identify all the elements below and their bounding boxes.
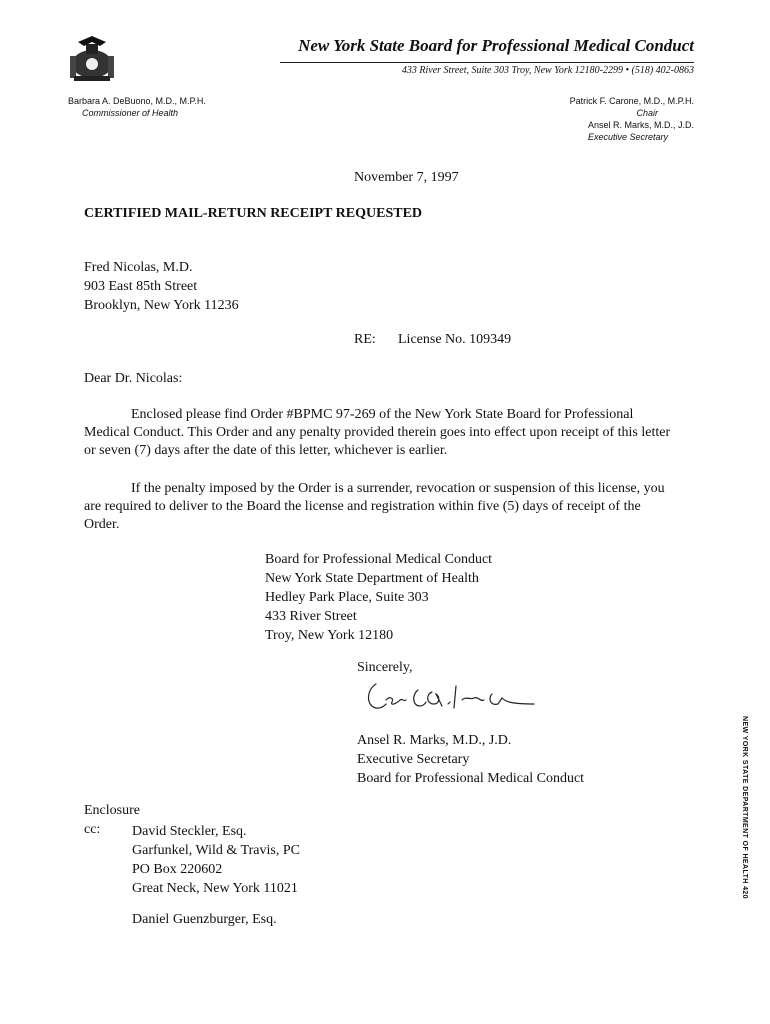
recipient-line: Fred Nicolas, M.D. — [84, 260, 193, 275]
board-address-line-item: Troy, New York 12180 — [265, 628, 394, 643]
board-address-line-item: Hedley Park Place, Suite 303 — [265, 590, 429, 605]
board-name-heading: New York State Board for Professional Medical Conduct — [298, 36, 694, 55]
board-address-line-item: New York State Department of Health — [265, 571, 479, 586]
cc-recipient-secondary: Daniel Guenzburger, Esq. — [132, 912, 277, 927]
cc-line: Garfunkel, Wild & Travis, PC — [132, 843, 300, 858]
handwritten-signature — [362, 676, 544, 716]
re-label: RE: — [354, 332, 376, 347]
board-address-line-item: 433 River Street — [265, 609, 357, 624]
license-number: License No. 109349 — [398, 332, 512, 347]
salutation: Dear Dr. Nicolas: — [84, 371, 183, 386]
board-mailing-address — [265, 550, 492, 645]
cc-line: David Steckler, Esq. — [132, 824, 247, 839]
commissioner-block — [68, 95, 206, 119]
letterhead-rule — [280, 62, 694, 63]
enclosure-note: Enclosure — [84, 803, 140, 818]
state-seal-logo — [64, 34, 120, 84]
certified-mail-line: CERTIFIED MAIL-RETURN RECEIPT REQUESTED — [84, 206, 423, 221]
letter-date: November 7, 1997 — [354, 170, 459, 185]
commissioner-name: Barbara A. DeBuono, M.D., M.P.H. — [68, 96, 206, 106]
board-address-line: 433 River Street, Suite 303 Troy, New York 12180-2299 • (518) 402-0863 — [401, 65, 694, 76]
department-side-stamp: NEW YORK STATE DEPARTMENT OF HEALTH 420 — [741, 716, 748, 899]
officers-block — [520, 95, 694, 143]
recipient-line: 903 East 85th Street — [84, 279, 198, 294]
commissioner-title: Commissioner of Health — [82, 108, 179, 118]
cc-line: Great Neck, New York 11021 — [132, 881, 298, 896]
closing: Sincerely, — [357, 660, 413, 675]
recipient-address — [84, 258, 239, 315]
board-address-line-item: Board for Professional Medical Conduct — [265, 552, 493, 567]
signer-title: Executive Secretary — [357, 752, 470, 767]
chair-name: Patrick F. Carone, M.D., M.P.H. — [569, 96, 694, 106]
chair-title: Chair — [636, 108, 658, 118]
cc-label: cc: — [84, 822, 101, 837]
body-paragraph-1: Enclosed please find Order #BPMC 97-269 of the New York State Board for Professional Medical Conduct. This Order and any penalty provided therein goes into effect upon receipt of this letter or seven (7) days after the date of this letter, whichever is earlier. — [84, 407, 671, 458]
cc-recipient-primary — [132, 822, 300, 898]
body-paragraph-2: If the penalty imposed by the Order is a surrender, revocation or suspension of this license, you are required to deliver to the Board the license and registration within five (5) days of receipt of the Order. — [84, 481, 665, 532]
signer-organization: Board for Professional Medical Conduct — [357, 771, 585, 786]
secretary-name: Ansel R. Marks, M.D., J.D. — [587, 120, 694, 130]
cc-line: PO Box 220602 — [132, 862, 223, 877]
signer-block — [357, 731, 584, 788]
signer-name: Ansel R. Marks, M.D., J.D. — [357, 733, 512, 748]
secretary-title: Executive Secretary — [587, 132, 668, 142]
recipient-line: Brooklyn, New York 11236 — [84, 298, 239, 313]
